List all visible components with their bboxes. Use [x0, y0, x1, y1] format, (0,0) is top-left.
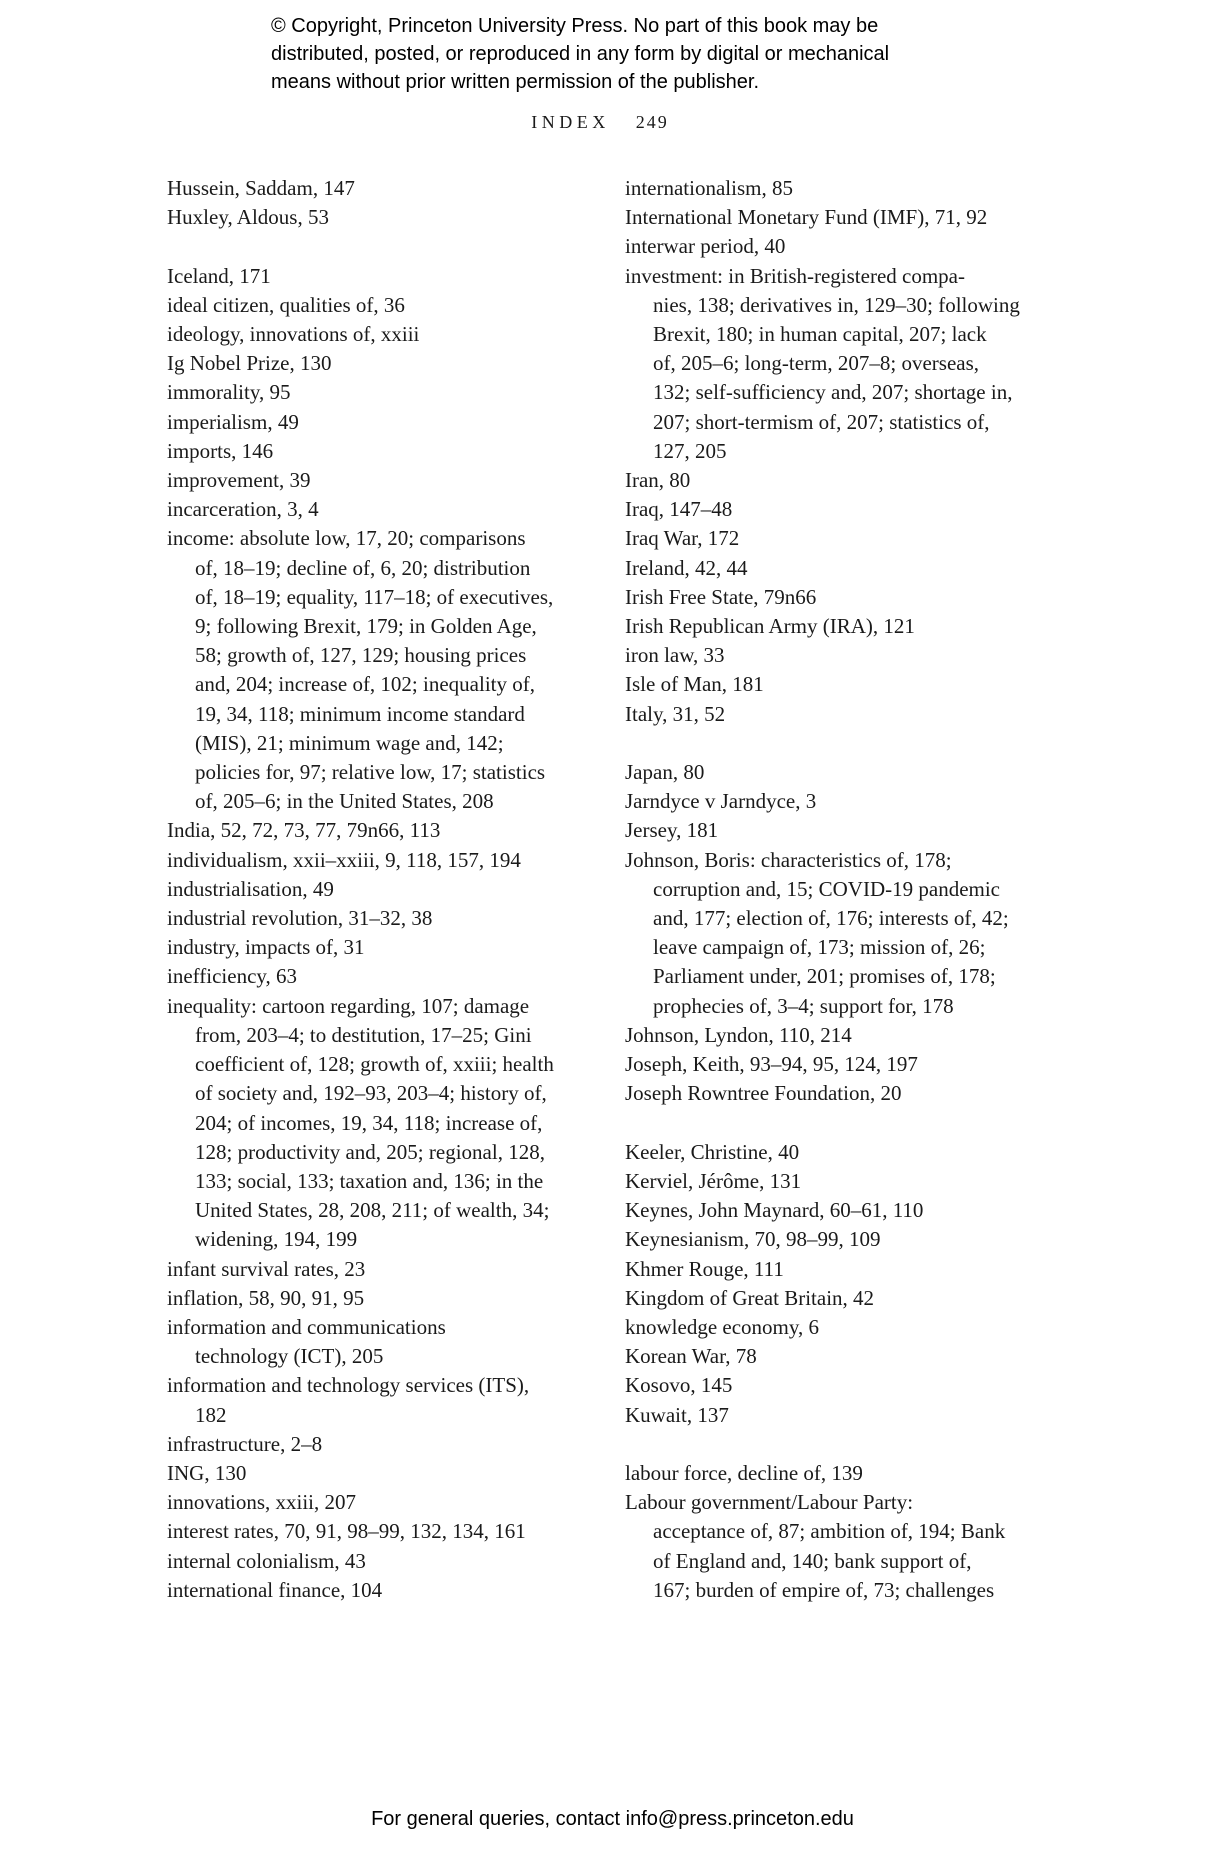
index-entry-line: of England and, 140; bank support of,	[653, 1548, 972, 1573]
index-entry-line: labour force, decline of, 139	[625, 1460, 863, 1485]
index-entry-line: and, 204; increase of, 102; inequality of,	[195, 672, 535, 697]
index-entry-line: of, 205–6; long-term, 207–8; overseas,	[653, 351, 980, 376]
index-entry-line: and, 177; election of, 176; interests of, 42;	[653, 906, 1009, 931]
index-entry-line: 58; growth of, 127, 129; housing prices	[195, 643, 527, 668]
index-entry-line: Brexit, 180; in human capital, 207; lack	[653, 322, 987, 347]
index-entry-line: technology (ICT), 205	[195, 1344, 384, 1369]
index-entry-line: internal colonialism, 43	[167, 1548, 366, 1573]
index-column-left	[167, 174, 619, 1605]
index-entry-line: of society and, 192–93, 203–4; history of,	[195, 1081, 547, 1106]
index-entry-line: international finance, 104	[167, 1577, 383, 1602]
index-entry-line: internationalism, 85	[625, 176, 793, 200]
index-entry-line: information and technology services (ITS),	[167, 1373, 530, 1398]
index-entry-line: Jarndyce v Jarndyce, 3	[625, 789, 817, 814]
index-entry-line: investment: in British-registered compa-	[625, 263, 965, 288]
index-entry-line: ING, 130	[167, 1460, 247, 1485]
index-blank-line	[625, 729, 1077, 758]
index-entry-line: inefficiency, 63	[167, 964, 298, 989]
index-entry-line: nies, 138; derivatives in, 129–30; following	[653, 292, 1020, 317]
index-entry-line: acceptance of, 87; ambition of, 194; Bank	[653, 1519, 1006, 1544]
index-entry-line: Kingdom of Great Britain, 42	[625, 1285, 875, 1310]
index-entry-line: policies for, 97; relative low, 17; statistics	[195, 760, 546, 785]
index-entry-line: Keynesianism, 70, 98–99, 109	[625, 1227, 881, 1252]
index-entry-line: inflation, 58, 90, 91, 95	[167, 1285, 365, 1310]
index-entry-line: industrialisation, 49	[167, 876, 334, 901]
index-entry-line: Isle of Man, 181	[625, 672, 764, 697]
index-blank-line	[167, 232, 619, 261]
index-entry-line: coefficient of, 128; growth of, xxiii; health	[195, 1052, 554, 1077]
index-entry-line: Iraq, 147–48	[625, 497, 733, 522]
index-entry-line: Khmer Rouge, 111	[625, 1256, 784, 1281]
index-entry-line: 19, 34, 118; minimum income standard	[195, 701, 525, 726]
index-blank-line	[625, 1109, 1077, 1138]
index-entry-line: of, 18–19; equality, 117–18; of executives,	[195, 584, 554, 609]
index-entry-line: Keynes, John Maynard, 60–61, 110	[625, 1198, 924, 1223]
index-entry-line: Ireland, 42, 44	[625, 555, 748, 580]
index-entry-line: of, 205–6; in the United States, 208	[195, 789, 494, 814]
index-entry-line: Irish Republican Army (IRA), 121	[625, 614, 915, 639]
index-entry-line: 9; following Brexit, 179; in Golden Age,	[195, 614, 537, 639]
index-entry-line: ideal citizen, qualities of, 36	[167, 292, 405, 317]
index-entry-line: 133; social, 133; taxation and, 136; in the	[195, 1168, 544, 1193]
index-entry-line: of, 18–19; decline of, 6, 20; distribution	[195, 555, 531, 580]
index-entry-line: innovations, xxiii, 207	[167, 1490, 356, 1515]
index-entry-line: Ig Nobel Prize, 130	[167, 351, 332, 376]
index-entry-line: 127, 205	[653, 438, 727, 463]
index-entry-line: Hussein, Saddam, 147	[167, 176, 355, 200]
index-entry-line: Iraq War, 172	[625, 526, 740, 551]
index-entry-line: Johnson, Lyndon, 110, 214	[625, 1022, 852, 1047]
index-entry-line: imperialism, 49	[167, 409, 299, 434]
index-blank-line	[625, 1430, 1077, 1459]
index-entry-line: incarceration, 3, 4	[167, 497, 319, 522]
index-entry-line: Kuwait, 137	[625, 1402, 729, 1427]
index-entry-line: Japan, 80	[625, 760, 705, 785]
index-entry-line: improvement, 39	[167, 468, 311, 493]
copyright-line: © Copyright, Princeton University Press. No part of this book may be	[271, 15, 879, 37]
index-entry-line: Kerviel, Jérôme, 131	[625, 1168, 802, 1193]
index-entry-line: Korean War, 78	[625, 1344, 757, 1369]
index-entry-line: from, 203–4; to destitution, 17–25; Gini	[195, 1022, 532, 1047]
index-entry-line: (MIS), 21; minimum wage and, 142;	[195, 730, 504, 755]
index-entry-line: Jersey, 181	[625, 818, 719, 843]
index-entry-line: International Monetary Fund (IMF), 71, 92	[625, 205, 988, 230]
index-entry-line: Johnson, Boris: characteristics of, 178;	[625, 847, 952, 872]
index-entry-line: Joseph Rowntree Foundation, 20	[625, 1081, 902, 1106]
index-entry-line: imports, 146	[167, 438, 274, 463]
index-entry-line: inequality: cartoon regarding, 107; damage	[167, 993, 530, 1018]
index-entry-line: Parliament under, 201; promises of, 178;	[653, 964, 996, 989]
index-entry-line: interest rates, 70, 91, 98–99, 132, 134, 161	[167, 1519, 526, 1544]
index-entry-line: interwar period, 40	[625, 234, 786, 259]
copyright-notice	[271, 12, 889, 96]
index-entry-line: ideology, innovations of, xxiii	[167, 322, 420, 347]
index-entry-line: industry, impacts of, 31	[167, 935, 365, 960]
index-entry-line: 167; burden of empire of, 73; challenges	[653, 1577, 995, 1602]
index-entry-line: industrial revolution, 31–32, 38	[167, 906, 433, 931]
index-entry-line: 182	[195, 1402, 227, 1427]
index-entry-line: iron law, 33	[625, 643, 725, 668]
copyright-line: distributed, posted, or reproduced in any form by digital or mechanical	[271, 43, 890, 65]
index-entry-line: prophecies of, 3–4; support for, 178	[653, 993, 954, 1018]
index-entry-line: infant survival rates, 23	[167, 1256, 366, 1281]
index-entry-line: leave campaign of, 173; mission of, 26;	[653, 935, 986, 960]
index-entry-line: corruption and, 15; COVID-19 pandemic	[653, 876, 1001, 901]
index-column-right	[625, 174, 1077, 1605]
index-entry-line: immorality, 95	[167, 380, 291, 405]
index-entry-line: income: absolute low, 17, 20; comparisons	[167, 526, 526, 551]
index-entry-line: individualism, xxii–xxiii, 9, 118, 157, 194	[167, 847, 521, 872]
index-entry-line: widening, 194, 199	[195, 1227, 358, 1252]
index-title: INDEX	[531, 112, 610, 132]
index-entry-line: Irish Free State, 79n66	[625, 584, 817, 609]
running-head	[167, 110, 1033, 134]
index-entry-line: Iceland, 171	[167, 263, 271, 288]
index-entry-line: Keeler, Christine, 40	[625, 1139, 800, 1164]
index-entry-line: Kosovo, 145	[625, 1373, 733, 1398]
index-entry-line: United States, 28, 208, 211; of wealth, 34;	[195, 1198, 550, 1223]
index-entry-line: knowledge economy, 6	[625, 1314, 820, 1339]
index-entry-line: Huxley, Aldous, 53	[167, 205, 329, 230]
index-entry-line: infrastructure, 2–8	[167, 1431, 323, 1456]
index-entry-line: 132; self-sufficiency and, 207; shortage in,	[653, 380, 1013, 405]
index-entry-line: India, 52, 72, 73, 77, 79n66, 113	[167, 818, 441, 843]
index-entry-line: 204; of incomes, 19, 34, 118; increase of,	[195, 1110, 543, 1135]
index-entry-line: 128; productivity and, 205; regional, 128,	[195, 1139, 545, 1164]
page-number: 249	[635, 112, 669, 132]
footer-contact-line: For general queries, contact info@press.princeton.edu	[371, 1808, 854, 1830]
copyright-line: means without prior written permission of the publisher.	[271, 71, 760, 93]
index-entry-line: Joseph, Keith, 93–94, 95, 124, 197	[625, 1052, 918, 1077]
index-entry-line: Labour government/Labour Party:	[625, 1490, 914, 1515]
index-entry-line: 207; short-termism of, 207; statistics of,	[653, 409, 990, 434]
index-entry-line: Italy, 31, 52	[625, 701, 726, 726]
index-entry-line: information and communications	[167, 1314, 446, 1339]
index-entry-line: Iran, 80	[625, 468, 691, 493]
